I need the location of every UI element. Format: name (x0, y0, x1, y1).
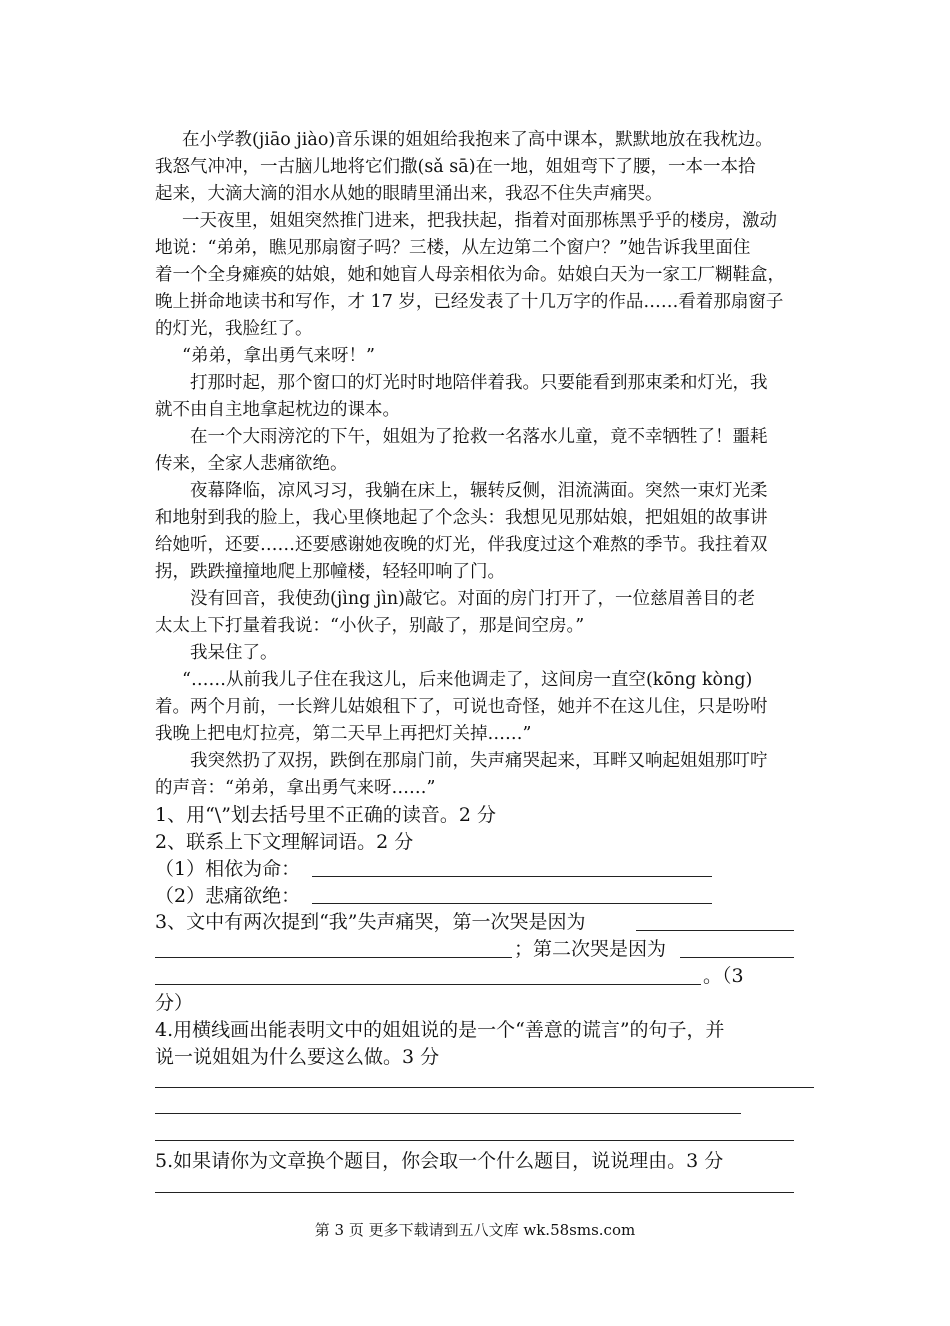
passage-line: 拐，跌跌撞撞地爬上那幢楼，轻轻叩响了门。 (155, 562, 505, 582)
passage-line: 我突然扔了双拐，跌倒在那扇门前，失声痛哭起来，耳畔又响起姐姐那叮咛 (190, 751, 768, 771)
passage-line: “……从前我儿子住在我这儿，后来他调走了，这间房一直空(kōng kòng) (182, 670, 753, 690)
passage-line: 和地射到我的脸上，我心里倏地起了个念头：我想见见那姑娘，把姐姐的故事讲 (155, 508, 768, 528)
question-3-part-d: 分） (155, 992, 194, 1014)
answer-blank-2-1[interactable] (312, 876, 712, 877)
answer-blank-2-2[interactable] (312, 903, 712, 904)
passage-line: 给她听，还要……还要感谢她夜晚的灯光，伴我度过这个难熬的季节。我拄着双 (155, 535, 768, 555)
page-footer: 第 3 页 更多下载请到五八文库 wk.58sms.com (314, 1221, 636, 1239)
passage-line: 太太上下打量着我说：“小伙子，别敲了，那是间空房。” (155, 616, 585, 636)
passage-line: 晚上拼命地读书和写作，才 17 岁，已经发表了十几万字的作品……看着那扇窗子 (155, 292, 784, 312)
passage-line: 我呆住了。 (190, 643, 278, 663)
passage-line: 一天夜里，姐姐突然推门进来，把我扶起，指着对面那栋黑乎乎的楼房，激动 (182, 211, 777, 231)
answer-blank-3-1b[interactable] (155, 957, 512, 958)
question-2-item-2: （2）悲痛欲绝： (155, 885, 301, 907)
question-2-item-1: （1）相依为命： (155, 858, 301, 880)
question-3-part-a: 3、文中有两次提到“我”失声痛哭，第一次哭是因为 (155, 911, 586, 933)
passage-line: 夜幕降临，凉风习习，我躺在床上，辗转反侧，泪流满面。突然一束灯光柔 (190, 481, 768, 501)
passage-line: 着。两个月前，一长辫儿姑娘租下了，可说也奇怪，她并不在这儿住，只是吩咐 (155, 697, 768, 717)
question-1: 1、用“\”划去括号里不正确的读音。2 分 (155, 804, 497, 826)
passage-line: 没有回音，我使劲(jìng jìn)敲它。对面的房门打开了，一位慈眉善目的老 (190, 589, 756, 609)
passage-line: 在一个大雨滂沱的下午，姐姐为了抢救一名落水儿童，竟不幸牺牲了！噩耗 (190, 427, 768, 447)
passage-line: 地说：“弟弟，瞧见那扇窗子吗？三楼，从左边第二个窗户？”她告诉我里面住 (155, 238, 751, 258)
passage-line: 的灯光，我脸红了。 (155, 319, 313, 339)
passage-line: 我怒气冲冲，一古脑儿地将它们撒(sǎ sā)在一地，姐姐弯下了腰，一本一本拾 (155, 157, 756, 177)
answer-blank-4-3[interactable] (155, 1140, 794, 1141)
passage-line: 着一个全身瘫痪的姑娘，她和她盲人母亲相依为命。姑娘白天为一家工厂糊鞋盒， (155, 265, 785, 285)
answer-blank-4-1[interactable] (155, 1087, 814, 1088)
passage-line: 起来，大滴大滴的泪水从她的眼睛里涌出来，我忍不住失声痛哭。 (155, 184, 663, 204)
question-3-part-c: 。（3 (703, 965, 744, 987)
passage-line: 的声音：“弟弟，拿出勇气来呀……” (155, 778, 436, 798)
question-2: 2、联系上下文理解词语。2 分 (155, 831, 414, 853)
question-3-part-b: ；第二次哭是因为 (514, 938, 667, 960)
answer-blank-3-1a[interactable] (636, 930, 794, 931)
passage-line: 就不由自主地拿起枕边的课本。 (155, 400, 400, 420)
answer-blank-3-2a[interactable] (680, 957, 794, 958)
passage-line: 我晚上把电灯拉亮，第二天早上再把灯关掉……” (155, 724, 532, 744)
question-4-line-1: 4.用横线画出能表明文中的姐姐说的是一个“善意的谎言”的句子，并 (155, 1019, 725, 1041)
answer-blank-5[interactable] (155, 1192, 794, 1193)
passage-line: 在小学教(jiāo jiào)音乐课的姐姐给我抱来了高中课本，默默地放在我枕边。 (182, 130, 773, 150)
question-5: 5.如果请你为文章换个题目，你会取一个什么题目，说说理由。3 分 (155, 1150, 724, 1172)
answer-blank-4-2[interactable] (155, 1113, 741, 1114)
question-4-line-2: 说一说姐姐为什么要这么做。3 分 (155, 1046, 440, 1068)
passage-line: 打那时起，那个窗口的灯光时时地陪伴着我。只要能看到那束柔和灯光，我 (190, 373, 768, 393)
passage-line: 传来，全家人悲痛欲绝。 (155, 454, 348, 474)
answer-blank-3-2b[interactable] (155, 984, 701, 985)
passage-line: “弟弟，拿出勇气来呀！” (182, 346, 375, 366)
